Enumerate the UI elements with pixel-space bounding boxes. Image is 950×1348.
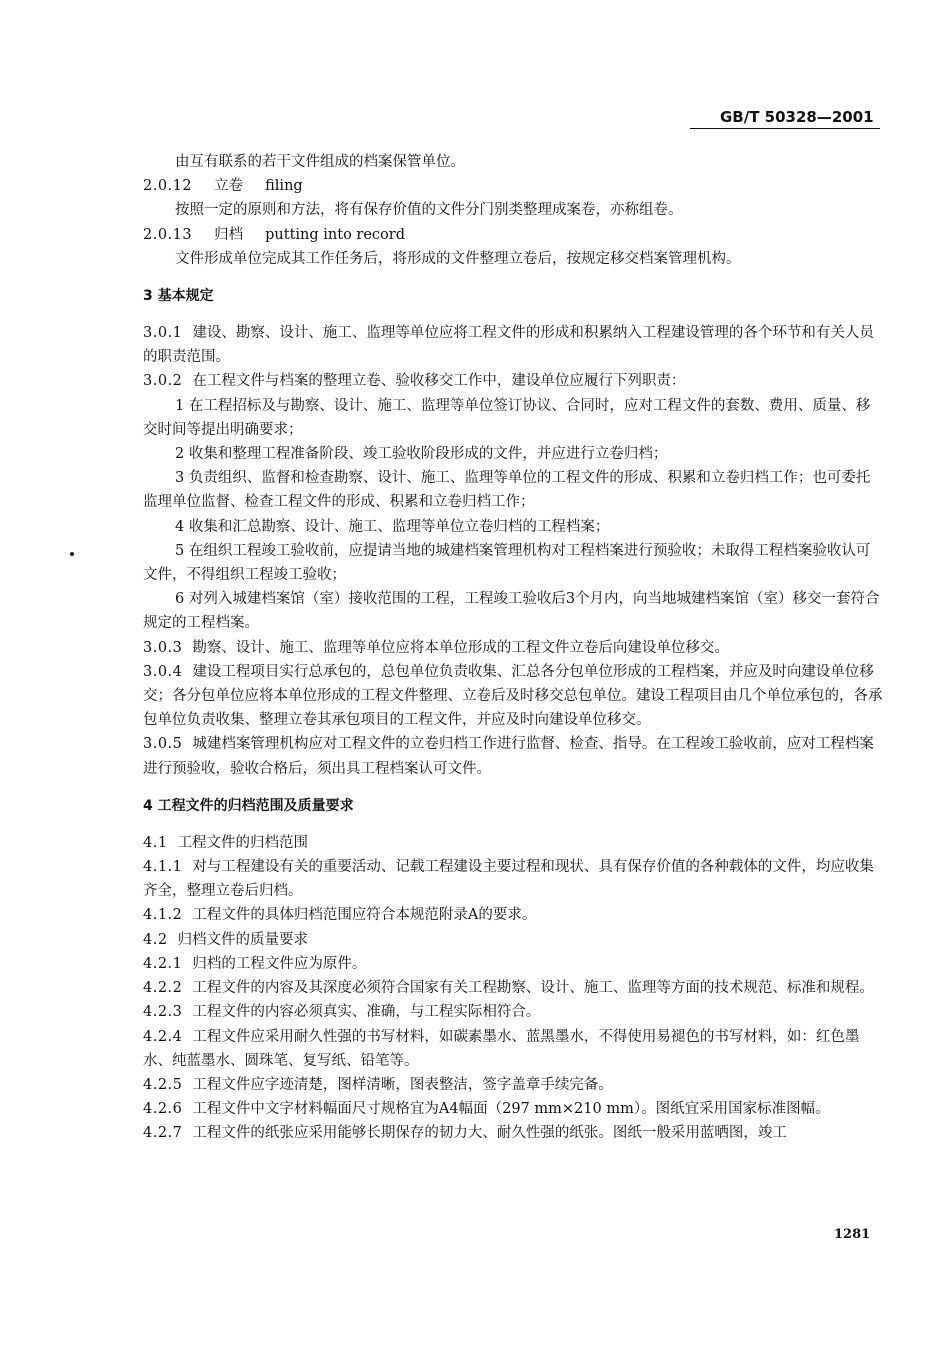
term-2-0-12 <box>143 174 883 222</box>
clause-text: 工程文件的具体归档范围应符合本规范附录A的要求。 <box>192 907 537 924</box>
term-2-0-13 <box>143 223 883 271</box>
clause-4-2-5 <box>143 1073 883 1097</box>
clause-text: 对与工程建设有关的重要活动、记载工程建设主要过程和现状、具有保存价值的各种载体的文件，均应收集齐全，整理立卷后归档。 <box>143 859 874 900</box>
clause-text: 工程文件的归档范围 <box>177 834 309 851</box>
clause-number: 4.2.4 <box>143 1028 183 1045</box>
clause-number: 3.0.2 <box>143 373 183 390</box>
clause-3-0-2 <box>143 369 883 393</box>
clause-number: 4.1.2 <box>143 907 183 924</box>
clause-text: 工程文件的纸张应采用能够长期保存的韧力大、耐久性强的纸张。图纸一般采用蓝晒图，竣工 <box>192 1125 787 1142</box>
clause-number: 4.2.1 <box>143 955 183 972</box>
clause-number: 4.2.6 <box>143 1101 183 1118</box>
clause-4-1-2 <box>143 903 883 927</box>
clause-number: 2.0.13 <box>143 226 193 243</box>
section-3-heading: 3 基本规定 <box>143 288 214 305</box>
clause-4-2-3 <box>143 1000 883 1024</box>
subsection-4-2 <box>143 928 883 952</box>
list-item: 5 在组织工程竣工验收前，应提请当地的城建档案管理机构对工程档案进行预验收；未取得工程档案验收认可文件，不得组织工程竣工验收； <box>143 542 871 584</box>
clause-text: 工程文件中文字材料幅面尺寸规格宜为A4幅面（297 mm×210 mm）。图纸宜采用国家标准图幅。 <box>192 1101 830 1118</box>
clause-number: 4.2.2 <box>143 980 183 997</box>
clause-3-0-3 <box>143 636 883 660</box>
term-en: filing <box>265 178 303 195</box>
clause-number: 3.0.3 <box>143 639 183 656</box>
scan-speck <box>70 552 74 556</box>
clause-4-2-7 <box>143 1121 883 1145</box>
clause-4-2-4 <box>143 1025 883 1073</box>
list-item: 4 收集和汇总勘察、设计、施工、监理等单位立卷归档的工程档案； <box>175 518 610 535</box>
clause-number: 4.2.5 <box>143 1076 183 1093</box>
clause-number: 4.2.7 <box>143 1125 183 1142</box>
term-zh: 归档 <box>214 226 244 243</box>
list-item: 2 收集和整理工程准备阶段、竣工验收阶段形成的文件，并应进行立卷归档； <box>175 446 668 463</box>
list-item: 6 对列入城建档案馆（室）接收范围的工程，工程竣工验收后3个月内，向当地城建档案馆（室）移交一套符合规定的工程档案。 <box>143 591 880 632</box>
standard-code: GB/T 50328—2001 <box>720 108 874 126</box>
section-4-heading: 4 工程文件的归档范围及质量要求 <box>143 797 354 814</box>
continuation-text: 由互有联系的若干文件组成的档案保管单位。 <box>175 154 465 170</box>
clause-4-2-1 <box>143 952 883 976</box>
document-body <box>143 150 883 1146</box>
term-definition: 按照一定的原则和方法，将有保存价值的文件分门别类整理成案卷，亦称组卷。 <box>175 202 683 219</box>
clause-number: 4.2.3 <box>143 1004 183 1021</box>
clause-number: 4.1.1 <box>143 859 183 876</box>
page-number: 1281 <box>834 1227 871 1242</box>
clause-number: 3.0.1 <box>143 325 183 342</box>
clause-text: 建设工程项目实行总承包的，总包单位负责收集、汇总各分包单位形成的工程档案，并应及时向建设单位移交；各分包单位应将本单位形成的工程文件整理、立卷后及时移交总包单位。建设工程项目由几个单位承包的，各承包单位负责收集、整理立卷其承包项目的工程文件，并应及时向建设单位移交。 <box>143 663 883 729</box>
clause-number: 4.1 <box>143 834 168 851</box>
clause-text: 在工程文件与档案的整理立卷、验收移交工作中，建设单位应履行下列职责： <box>192 373 686 390</box>
term-en: putting into record <box>265 226 405 243</box>
clause-number: 2.0.12 <box>143 178 193 195</box>
list-item: 3 负责组织、监督和检查勘察、设计、施工、监理等单位的工程文件的形成、积累和立卷归档工作；也可委托监理单位监督、检查工程文件的形成、积累和立卷归档工作； <box>143 470 871 511</box>
clause-text: 建设、勘察、设计、施工、监理等单位应将工程文件的形成和积累纳入工程建设管理的各个环节和有关人员的职责范围。 <box>143 325 874 366</box>
term-zh: 立卷 <box>214 178 244 195</box>
clause-4-2-6 <box>143 1097 883 1121</box>
subsection-4-1 <box>143 831 883 855</box>
clause-number: 3.0.4 <box>143 663 183 680</box>
clause-text: 勘察、设计、施工、监理等单位应将本单位形成的工程文件立卷后向建设单位移交。 <box>192 639 729 656</box>
clause-number: 4.2 <box>143 931 168 948</box>
header-rule <box>690 128 880 129</box>
list-item: 1 在工程招标及与勘察、设计、施工、监理等单位签订协议、合同时，应对工程文件的套数、费用、质量、移交时间等提出明确要求； <box>143 397 871 438</box>
clause-text: 城建档案管理机构应对工程文件的立卷归档工作进行监督、检查、指导。在工程竣工验收前，应对工程档案进行预验收，验收合格后，须出具工程档案认可文件。 <box>143 736 874 777</box>
clause-3-0-4 <box>143 660 883 733</box>
clause-4-1-1 <box>143 855 883 903</box>
clause-text: 归档的工程文件应为原件。 <box>192 955 367 972</box>
clause-number: 3.0.5 <box>143 736 183 753</box>
clause-text: 工程文件的内容及其深度必须符合国家有关工程勘察、设计、施工、监理等方面的技术规范、标准和规程。 <box>192 980 874 997</box>
clause-4-2-2 <box>143 976 883 1000</box>
clause-text: 工程文件应采用耐久性强的书写材料，如碳素墨水、蓝黑墨水，不得使用易褪色的书写材料，如：红色墨水、纯蓝墨水、圆珠笔、复写纸、铅笔等。 <box>143 1028 860 1069</box>
clause-text: 归档文件的质量要求 <box>177 931 309 948</box>
term-definition: 文件形成单位完成其工作任务后，将形成的文件整理立卷后，按规定移交档案管理机构。 <box>175 250 741 267</box>
clause-text: 工程文件的内容必须真实、准确，与工程实际相符合。 <box>192 1004 541 1021</box>
clause-3-0-5 <box>143 732 883 780</box>
clause-3-0-1 <box>143 321 883 369</box>
clause-text: 工程文件应字迹清楚，图样清晰，图表整洁，签字盖章手续完备。 <box>192 1076 613 1093</box>
